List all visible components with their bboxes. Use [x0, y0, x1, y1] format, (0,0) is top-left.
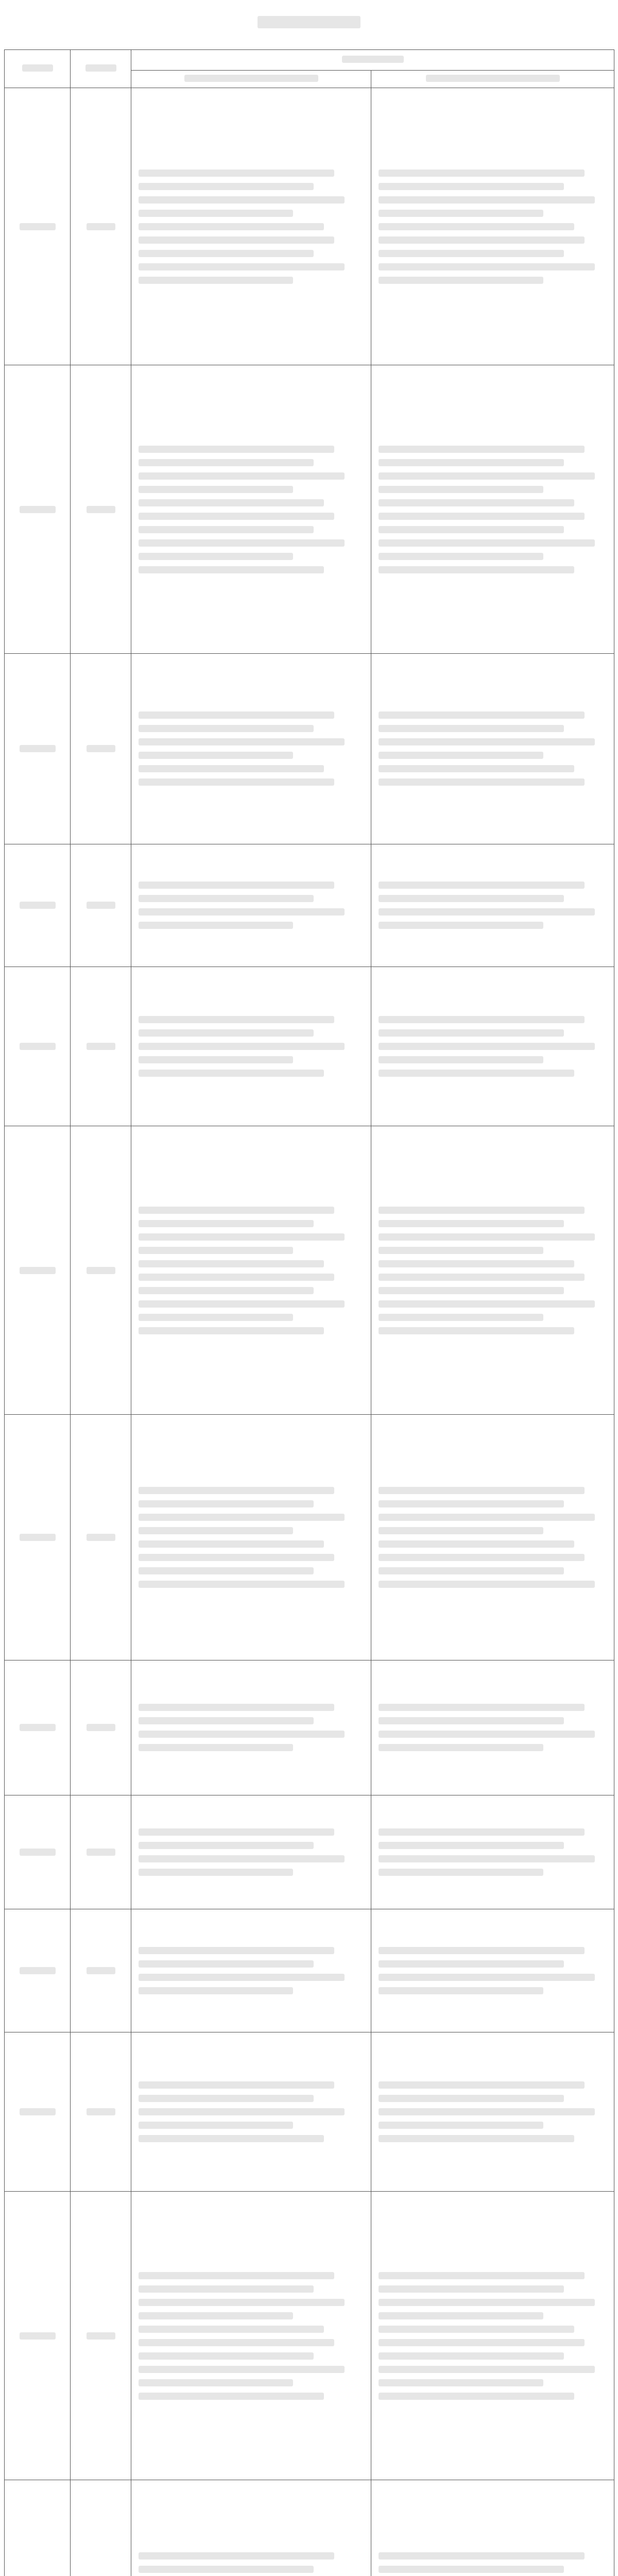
header-papers	[131, 71, 371, 88]
projects-cell	[371, 1126, 614, 1415]
text-placeholder	[379, 2122, 543, 2129]
text-placeholder	[139, 882, 334, 889]
text-placeholder	[139, 1300, 345, 1308]
papers-cell	[131, 844, 371, 967]
text-placeholder	[379, 1056, 543, 1063]
table-row	[5, 967, 614, 1126]
text-placeholder	[379, 711, 585, 719]
text-placeholder	[139, 1056, 293, 1063]
text-placeholder	[379, 1207, 585, 1214]
papers-cell	[131, 1795, 371, 1909]
text-placeholder	[379, 196, 595, 204]
text-placeholder	[139, 1514, 345, 1521]
text-placeholder	[379, 1514, 595, 1521]
text-placeholder	[379, 908, 595, 916]
text-placeholder	[139, 1828, 334, 1836]
text-placeholder	[139, 738, 345, 745]
text-placeholder	[139, 1220, 314, 1227]
header-name	[71, 50, 131, 88]
text-placeholder	[139, 277, 293, 284]
text-placeholder	[139, 1070, 324, 1077]
text-placeholder	[379, 1247, 543, 1254]
text-placeholder	[379, 2339, 585, 2346]
text-placeholder	[139, 1233, 345, 1241]
text-placeholder	[379, 752, 543, 759]
text-placeholder	[379, 486, 543, 493]
text-placeholder	[379, 1855, 595, 1862]
text-placeholder	[139, 2326, 324, 2333]
text-placeholder	[139, 908, 345, 916]
major-cell	[5, 1660, 71, 1795]
text-placeholder	[139, 472, 345, 480]
text-placeholder	[379, 1567, 564, 1574]
text-placeholder	[139, 1260, 324, 1267]
text-placeholder	[379, 1070, 574, 1077]
text-placeholder	[87, 1967, 115, 1974]
text-placeholder	[379, 922, 543, 929]
text-placeholder	[139, 513, 334, 520]
name-cell	[71, 967, 131, 1126]
major-cell	[5, 88, 71, 365]
name-cell	[71, 654, 131, 844]
text-placeholder	[139, 263, 345, 270]
text-placeholder	[379, 725, 564, 732]
header-major	[5, 50, 71, 88]
papers-cell	[131, 2032, 371, 2192]
text-placeholder	[87, 1534, 115, 1541]
papers-cell	[131, 2192, 371, 2480]
text-placeholder	[20, 2108, 56, 2115]
text-placeholder	[379, 539, 595, 547]
text-placeholder	[379, 566, 574, 573]
papers-cell	[131, 2480, 371, 2576]
projects-cell	[371, 2192, 614, 2480]
text-placeholder	[139, 2285, 314, 2293]
text-placeholder	[379, 2366, 595, 2373]
text-placeholder	[20, 1967, 56, 1974]
table-row	[5, 1795, 614, 1909]
text-placeholder	[379, 1043, 595, 1050]
text-placeholder	[139, 1527, 293, 1534]
text-placeholder	[20, 1724, 56, 1731]
text-placeholder	[379, 1327, 574, 1334]
text-placeholder	[379, 513, 585, 520]
text-placeholder	[379, 1274, 585, 1281]
name-cell	[71, 1415, 131, 1660]
text-placeholder	[379, 526, 564, 533]
text-placeholder	[139, 2272, 334, 2279]
major-cell	[5, 967, 71, 1126]
text-placeholder	[139, 1947, 334, 1954]
text-placeholder	[379, 263, 595, 270]
text-placeholder	[379, 236, 585, 244]
text-placeholder	[139, 1567, 314, 1574]
text-placeholder	[87, 506, 115, 513]
name-cell	[71, 2032, 131, 2192]
text-placeholder	[139, 778, 334, 786]
text-placeholder	[379, 2299, 595, 2306]
text-placeholder	[87, 1267, 115, 1274]
text-placeholder	[139, 765, 324, 772]
text-placeholder	[20, 2332, 56, 2340]
text-placeholder	[139, 1704, 334, 1711]
projects-cell	[371, 1660, 614, 1795]
text-placeholder	[139, 922, 293, 929]
projects-cell	[371, 844, 614, 967]
text-placeholder	[379, 1287, 564, 1294]
text-placeholder	[139, 486, 293, 493]
text-placeholder	[139, 1842, 314, 1849]
major-cell	[5, 2192, 71, 2480]
text-placeholder	[379, 2095, 564, 2102]
table-row	[5, 1909, 614, 2032]
text-placeholder	[139, 553, 293, 560]
text-placeholder	[139, 1500, 314, 1507]
text-placeholder	[379, 277, 543, 284]
text-placeholder	[139, 2095, 314, 2102]
projects-cell	[371, 654, 614, 844]
text-placeholder	[139, 2081, 334, 2089]
text-placeholder	[139, 1207, 334, 1214]
text-placeholder	[379, 1987, 543, 1994]
text-placeholder	[139, 236, 334, 244]
text-placeholder	[20, 1267, 56, 1274]
text-placeholder	[87, 745, 115, 752]
text-placeholder	[139, 539, 345, 547]
text-placeholder	[379, 778, 585, 786]
papers-cell	[131, 654, 371, 844]
papers-cell	[131, 1126, 371, 1415]
text-placeholder	[379, 1029, 564, 1037]
research-statistics-table	[4, 49, 614, 2576]
text-placeholder	[139, 2379, 293, 2386]
text-placeholder	[139, 526, 314, 533]
major-cell	[5, 844, 71, 967]
text-placeholder	[87, 1043, 115, 1050]
projects-cell	[371, 967, 614, 1126]
text-placeholder	[379, 2081, 585, 2089]
name-cell	[71, 2192, 131, 2480]
text-placeholder	[379, 2352, 564, 2360]
text-placeholder	[139, 725, 314, 732]
text-placeholder	[379, 1974, 595, 1981]
table-row	[5, 2480, 614, 2576]
text-placeholder	[379, 170, 585, 177]
text-placeholder	[87, 1849, 115, 1856]
name-cell	[71, 1126, 131, 1415]
text-placeholder	[139, 1016, 334, 1023]
text-placeholder	[139, 1869, 293, 1876]
text-placeholder	[139, 2366, 345, 2373]
text-placeholder	[139, 566, 324, 573]
name-cell	[71, 844, 131, 967]
name-cell	[71, 1795, 131, 1909]
header-row-1	[5, 50, 614, 71]
text-placeholder	[20, 1043, 56, 1050]
table-row	[5, 844, 614, 967]
text-placeholder	[379, 2379, 543, 2386]
text-placeholder	[379, 1842, 564, 1849]
text-placeholder	[139, 499, 324, 506]
text-placeholder	[139, 1855, 345, 1862]
text-placeholder	[139, 196, 345, 204]
text-placeholder	[139, 1717, 314, 1724]
text-placeholder	[379, 2135, 574, 2142]
text-placeholder	[87, 902, 115, 909]
text-placeholder	[139, 1974, 345, 1981]
name-cell	[71, 2480, 131, 2576]
text-placeholder	[20, 1534, 56, 1541]
papers-cell	[131, 88, 371, 365]
text-placeholder	[139, 2339, 334, 2346]
text-placeholder	[139, 183, 314, 190]
text-placeholder	[379, 882, 585, 889]
text-placeholder	[379, 895, 564, 902]
text-placeholder	[87, 2108, 115, 2115]
text-placeholder	[139, 1247, 293, 1254]
papers-cell	[131, 1660, 371, 1795]
papers-cell	[131, 1909, 371, 2032]
text-placeholder	[139, 2122, 293, 2129]
table-row	[5, 2192, 614, 2480]
text-placeholder	[379, 210, 543, 217]
major-cell	[5, 654, 71, 844]
text-placeholder	[139, 1327, 324, 1334]
text-placeholder	[139, 2352, 314, 2360]
text-placeholder	[139, 1744, 293, 1751]
title-placeholder	[258, 16, 360, 28]
text-placeholder	[379, 446, 585, 453]
text-placeholder	[379, 765, 574, 772]
text-placeholder	[20, 506, 56, 513]
projects-cell	[371, 1909, 614, 2032]
document-title	[0, 4, 618, 41]
major-cell	[5, 1795, 71, 1909]
table-row	[5, 88, 614, 365]
text-placeholder	[379, 1527, 543, 1534]
name-cell	[71, 88, 131, 365]
text-placeholder	[139, 1487, 334, 1494]
papers-cell	[131, 365, 371, 654]
text-placeholder	[379, 1869, 543, 1876]
text-placeholder	[379, 223, 574, 230]
projects-cell	[371, 2480, 614, 2576]
text-placeholder	[139, 2393, 324, 2400]
text-placeholder	[20, 223, 56, 230]
text-placeholder	[379, 2108, 595, 2115]
name-cell	[71, 1909, 131, 2032]
text-placeholder	[139, 1540, 324, 1548]
text-placeholder	[379, 1540, 574, 1548]
table-row	[5, 365, 614, 654]
text-placeholder	[379, 1704, 585, 1711]
text-placeholder	[139, 1581, 345, 1588]
text-placeholder	[139, 250, 314, 257]
major-cell	[5, 1415, 71, 1660]
text-placeholder	[87, 223, 115, 230]
text-placeholder	[139, 170, 334, 177]
projects-cell	[371, 1415, 614, 1660]
header-research	[131, 50, 614, 71]
text-placeholder	[139, 210, 293, 217]
text-placeholder	[139, 1274, 334, 1281]
text-placeholder	[379, 2566, 564, 2573]
major-cell	[5, 365, 71, 654]
text-placeholder	[379, 1233, 595, 1241]
text-placeholder	[379, 499, 574, 506]
text-placeholder	[87, 2332, 115, 2340]
text-placeholder	[379, 553, 543, 560]
text-placeholder	[379, 183, 564, 190]
text-placeholder	[139, 895, 314, 902]
text-placeholder	[139, 711, 334, 719]
text-placeholder	[20, 902, 56, 909]
text-placeholder	[139, 1554, 334, 1561]
text-placeholder	[139, 2299, 345, 2306]
text-placeholder	[139, 459, 314, 466]
text-placeholder	[87, 1724, 115, 1731]
text-placeholder	[379, 1500, 564, 1507]
text-placeholder	[379, 1731, 595, 1738]
text-placeholder	[379, 1828, 585, 1836]
text-placeholder	[139, 1960, 314, 1968]
table-row	[5, 1126, 614, 1415]
major-cell	[5, 1909, 71, 2032]
text-placeholder	[379, 1260, 574, 1267]
projects-cell	[371, 365, 614, 654]
text-placeholder	[379, 2285, 564, 2293]
table-row	[5, 2032, 614, 2192]
major-cell	[5, 2480, 71, 2576]
text-placeholder	[379, 2393, 574, 2400]
text-placeholder	[379, 2326, 574, 2333]
text-placeholder	[379, 738, 595, 745]
header-projects	[371, 71, 614, 88]
text-placeholder	[379, 2312, 543, 2319]
text-placeholder	[139, 1287, 314, 1294]
text-placeholder	[379, 1314, 543, 1321]
text-placeholder	[379, 1554, 585, 1561]
table-row	[5, 654, 614, 844]
table-row	[5, 1415, 614, 1660]
text-placeholder	[379, 2552, 585, 2560]
text-placeholder	[139, 1043, 345, 1050]
text-placeholder	[20, 1849, 56, 1856]
major-cell	[5, 2032, 71, 2192]
text-placeholder	[139, 752, 293, 759]
text-placeholder	[139, 1314, 293, 1321]
text-placeholder	[379, 1300, 595, 1308]
papers-cell	[131, 967, 371, 1126]
text-placeholder	[379, 459, 564, 466]
text-placeholder	[379, 1487, 585, 1494]
text-placeholder	[379, 1016, 585, 1023]
text-placeholder	[379, 1744, 543, 1751]
text-placeholder	[379, 472, 595, 480]
text-placeholder	[139, 223, 324, 230]
text-placeholder	[379, 1960, 564, 1968]
text-placeholder	[139, 2566, 314, 2573]
projects-cell	[371, 2032, 614, 2192]
name-cell	[71, 365, 131, 654]
text-placeholder	[139, 2312, 293, 2319]
projects-cell	[371, 1795, 614, 1909]
text-placeholder	[139, 2108, 345, 2115]
text-placeholder	[379, 1220, 564, 1227]
table-row	[5, 1660, 614, 1795]
text-placeholder	[379, 1581, 595, 1588]
text-placeholder	[139, 1987, 293, 1994]
text-placeholder	[20, 745, 56, 752]
text-placeholder	[139, 446, 334, 453]
text-placeholder	[379, 2272, 585, 2279]
text-placeholder	[139, 2552, 334, 2560]
text-placeholder	[379, 1717, 564, 1724]
papers-cell	[131, 1415, 371, 1660]
text-placeholder	[379, 1947, 585, 1954]
text-placeholder	[139, 1029, 314, 1037]
major-cell	[5, 1126, 71, 1415]
text-placeholder	[139, 1731, 345, 1738]
text-placeholder	[139, 2135, 324, 2142]
projects-cell	[371, 88, 614, 365]
name-cell	[71, 1660, 131, 1795]
text-placeholder	[379, 250, 564, 257]
